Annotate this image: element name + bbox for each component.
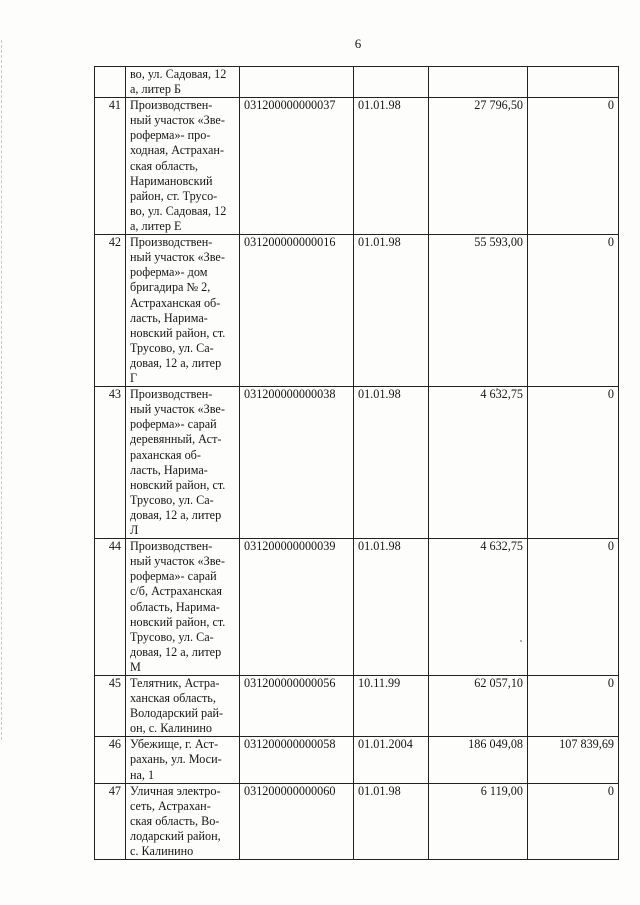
registration-date: 01.01.2004 <box>354 737 429 783</box>
row-number <box>95 67 126 98</box>
registration-date: 01.01.98 <box>354 98 429 235</box>
description-line: район, ст. Трусо- <box>130 188 218 203</box>
residual-value: 0 <box>528 539 619 676</box>
description-line: ходная, Астрахан- <box>130 143 225 158</box>
registration-date: 10.11.99 <box>354 675 429 736</box>
inventory-code: 031200000000058 <box>240 737 354 783</box>
registration-date: 01.01.98 <box>354 387 429 539</box>
object-description <box>126 675 240 736</box>
book-value <box>429 67 528 98</box>
description-line: новский район, ст. <box>130 614 226 629</box>
book-value: 186 049,08 <box>429 737 528 783</box>
registry-body <box>95 67 619 860</box>
description-line: Трусово, ул. Са- <box>130 340 214 355</box>
description-line: Телятник, Астра- <box>130 675 220 690</box>
description-line: с. Калинино <box>130 844 194 858</box>
description-line: М <box>130 659 141 674</box>
residual-value: 107 839,69 <box>528 737 619 783</box>
description-line: он, с. Калинино <box>130 721 212 736</box>
description-line: роферма»- сарай <box>130 417 217 432</box>
description-line: раханская об- <box>130 447 201 462</box>
row-number: 46 <box>95 737 126 783</box>
table-row <box>95 539 619 676</box>
object-description <box>126 98 240 235</box>
object-description <box>126 737 240 783</box>
table-row <box>95 783 619 859</box>
object-description <box>126 783 240 859</box>
description-line: Володарский рай- <box>130 706 224 721</box>
residual-value: 0 <box>528 783 619 859</box>
description-line: область, Нарима- <box>130 599 220 614</box>
description-line: Наримановский <box>130 173 213 188</box>
object-description <box>126 235 240 387</box>
description-line: во, ул. Садовая, 12 <box>130 67 227 81</box>
description-line: Производствен- <box>130 235 213 250</box>
description-line: роферма»- сарай <box>130 569 217 584</box>
row-number: 44 <box>95 539 126 676</box>
residual-value: 0 <box>528 387 619 539</box>
table-row <box>95 737 619 783</box>
book-value: 4 632,75 <box>429 387 528 539</box>
description-line: новский район, ст. <box>130 477 226 492</box>
description-line: бригадира № 2, <box>130 280 211 295</box>
description-line: во, ул. Садовая, 12 <box>130 203 227 218</box>
description-line: довая, 12 а, литер <box>130 644 222 659</box>
inventory-code <box>240 67 354 98</box>
book-value: 55 593,00 <box>429 235 528 387</box>
table-row <box>95 387 619 539</box>
table-row <box>95 235 619 387</box>
description-line: ласть, Нарима- <box>130 462 208 477</box>
inventory-code: 031200000000056 <box>240 675 354 736</box>
residual-value: 0 <box>528 235 619 387</box>
description-line: довая, 12 а, литер <box>130 355 222 370</box>
table-row <box>95 675 619 736</box>
description-line: а, литер Е <box>130 218 182 233</box>
description-line: Астраханская об- <box>130 295 221 310</box>
description-line: на, 1 <box>130 767 155 782</box>
registration-date: 01.01.98 <box>354 539 429 676</box>
description-line: Трусово, ул. Са- <box>130 629 214 644</box>
description-line: Убежище, г. Аст- <box>130 737 219 752</box>
description-line: Г <box>130 371 138 386</box>
row-number: 41 <box>95 98 126 235</box>
object-description <box>126 387 240 539</box>
description-line: ный участок «Зве- <box>130 402 225 417</box>
table-row <box>95 98 619 235</box>
description-line: ный участок «Зве- <box>130 554 225 569</box>
description-line: а, литер Б <box>130 82 181 97</box>
book-value: 6 119,00 <box>429 783 528 859</box>
residual-value: 0 <box>528 675 619 736</box>
inventory-code: 031200000000038 <box>240 387 354 539</box>
description-line: сеть, Астрахан- <box>130 798 211 813</box>
description-line: новский район, ст. <box>130 325 226 340</box>
row-number: 43 <box>95 387 126 539</box>
description-line: Уличная электро- <box>130 783 221 798</box>
description-line: рахань, ул. Моси- <box>130 752 222 767</box>
inventory-code: 031200000000039 <box>240 539 354 676</box>
page-number: 6 <box>354 36 362 51</box>
table-row <box>95 67 619 98</box>
row-number: 47 <box>95 783 126 859</box>
registration-date <box>354 67 429 98</box>
object-description <box>126 539 240 676</box>
inventory-code: 031200000000037 <box>240 98 354 235</box>
description-line: ханская область, <box>130 691 216 706</box>
description-line: довая, 12 а, литер <box>130 507 222 522</box>
book-value: 27 796,50 <box>429 98 528 235</box>
book-value: 4 632,75 <box>429 539 528 676</box>
scan-binding-marks <box>1 40 4 740</box>
object-description <box>126 67 240 98</box>
description-line: роферма»- дом <box>130 265 208 280</box>
row-number: 42 <box>95 235 126 387</box>
description-line: роферма»- про- <box>130 128 211 143</box>
row-number: 45 <box>95 675 126 736</box>
registration-date: 01.01.98 <box>354 783 429 859</box>
description-line: лодарский район, <box>130 828 221 843</box>
description-line: ская область, <box>130 158 199 173</box>
description-line: ный участок «Зве- <box>130 113 225 128</box>
residual-value <box>528 67 619 98</box>
residual-value: 0 <box>528 98 619 235</box>
description-line: с/б, Астраханская <box>130 584 223 599</box>
property-registry-table <box>94 66 619 860</box>
description-line: Производствен- <box>130 98 213 113</box>
description-line: ный участок «Зве- <box>130 250 225 265</box>
description-line: Производствен- <box>130 539 213 554</box>
description-line: Производствен- <box>130 387 213 402</box>
description-line: Трусово, ул. Са- <box>130 492 214 507</box>
description-line: ласть, Нарима- <box>130 310 208 325</box>
inventory-code: 031200000000060 <box>240 783 354 859</box>
registration-date: 01.01.98 <box>354 235 429 387</box>
description-line: Л <box>130 522 139 537</box>
inventory-code: 031200000000016 <box>240 235 354 387</box>
description-line: ская область, Во- <box>130 813 220 828</box>
description-line: деревянный, Аст- <box>130 432 222 447</box>
book-value: 62 057,10 <box>429 675 528 736</box>
